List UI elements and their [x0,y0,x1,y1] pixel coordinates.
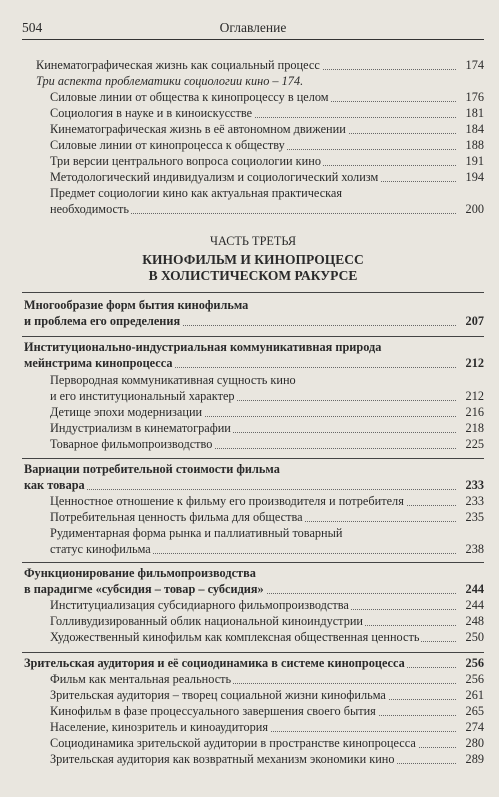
entry-page: 274 [458,720,484,735]
toc-subtitle: Три аспекта проблематики социологии кино – 174. [36,74,304,88]
entry-title: необходимость [50,202,129,216]
entry-title: Силовые линии от общества к кинопроцессу в целом [50,90,329,104]
running-header [22,20,484,40]
entry-page: 289 [458,752,484,767]
section-title: как товара [24,478,85,492]
entry-title: Три версии центрального вопроса социологии кино [50,154,321,168]
entry-title: Зрительская аудитория – творец социальной жизни кинофильма [50,688,386,702]
entry-page: 256 [458,672,484,687]
section-rule [22,458,484,459]
entry-page: 250 [458,630,484,645]
section-page: 212 [458,356,484,371]
entry-title-line: Предмет социологии кино как актуальная практическая [50,186,343,200]
entry-page: 248 [458,614,484,629]
section-rule [22,652,484,653]
section-page: 256 [458,656,484,671]
entry-page: 181 [458,106,484,121]
entry-page: 191 [458,154,484,169]
entry-page: 265 [458,704,484,719]
entry-page: 225 [458,437,484,452]
entry-page: 280 [458,736,484,751]
entry-title-line: Первородная коммуникативная сущность кино [50,373,296,387]
part-title-line2: В ХОЛИСТИЧЕСКОМ РАКУРСЕ [148,268,358,283]
entry-title: Силовые линии от кинопроцесса к обществу [50,138,285,152]
entry-page: 194 [458,170,484,185]
entry-title: Потребительная ценность фильма для общества [50,510,303,524]
section-title: мейнстрима кинопроцесса [24,356,173,370]
page-title: Оглавление [219,20,287,35]
section-page: 244 [458,582,484,597]
section-page: 207 [458,314,484,329]
entry-title: Голливудизированный облик национальной киноиндустрии [50,614,364,628]
entry-page: 233 [458,494,484,509]
entry-title: Детище эпохи модернизации [50,405,203,419]
entry-title: Индустриализм в кинематографии [50,421,231,435]
entry-page: 261 [458,688,484,703]
entry-page: 218 [458,421,484,436]
entry-title: Фильм как ментальная реальность [50,672,232,686]
section-title-line: Институционально-индустриальная коммуникативная природа [24,340,382,354]
entry-page: 188 [458,138,484,153]
entry-title: Методологический индивидуализм и социологический холизм [50,170,379,184]
entry-title: Социодинамика зрительской аудитории в пространстве кинопроцесса [50,736,416,750]
entry-page: 200 [458,202,484,217]
entry-page: 238 [458,542,484,557]
section-page: 233 [458,478,484,493]
section-title: и проблема его определения [24,314,181,328]
section-rule [22,292,484,293]
page-number: 504 [22,20,43,35]
entry-page: 176 [458,90,484,105]
entry-title: Художественный кинофильм как комплексная общественная ценность [50,630,420,644]
entry-title: и его институциональный характер [50,389,235,403]
entry-title: Социология в науке и в киноискусстве [50,106,253,120]
section-rule [22,336,484,337]
entry-page: 216 [458,405,484,420]
entry-title: Кинематографическая жизнь в её автономном движении [50,122,346,136]
section-title: в парадигме «субсидия – товар – субсидия» [24,582,264,596]
entry-title: Зрительская аудитория как возвратный механизм экономики кино [50,752,395,766]
dot-leader [24,489,456,490]
entry-page: 174 [458,58,484,73]
entry-title: Ценностное отношение к фильму его производителя и потребителя [50,494,404,508]
section-title-line: Многообразие форм бытия кинофильма [24,298,249,312]
part-title-line1: КИНОФИЛЬМ И КИНОПРОЦЕСС [142,252,364,267]
section-title: Зрительская аудитория и её социодинамика в системе кинопроцесса [24,656,405,670]
header-rule [22,39,484,40]
entry-title-line: Рудиментарная форма рынка и паллиативный товарный [50,526,343,540]
entry-page: 235 [458,510,484,525]
entry-title: Население, кинозритель и киноаудитория [50,720,269,734]
part-label: ЧАСТЬ ТРЕТЬЯ [209,234,297,248]
entry-page: 244 [458,598,484,613]
entry-page: 184 [458,122,484,137]
entry-title: Товарное фильмопроизводство [50,437,213,451]
entry-title: Кинофильм в фазе процессуального завершения своего бытия [50,704,376,718]
entry-title: статус кинофильма [50,542,151,556]
section-rule [22,562,484,563]
section-title-line: Функционирование фильмопроизводства [24,566,256,580]
section-title-line: Вариации потребительной стоимости фильма [24,462,280,476]
entry-title: Кинематографическая жизнь как социальный процесс [36,58,320,72]
entry-page: 212 [458,389,484,404]
entry-title: Институциализация субсидиарного фильмопроизводства [50,598,349,612]
